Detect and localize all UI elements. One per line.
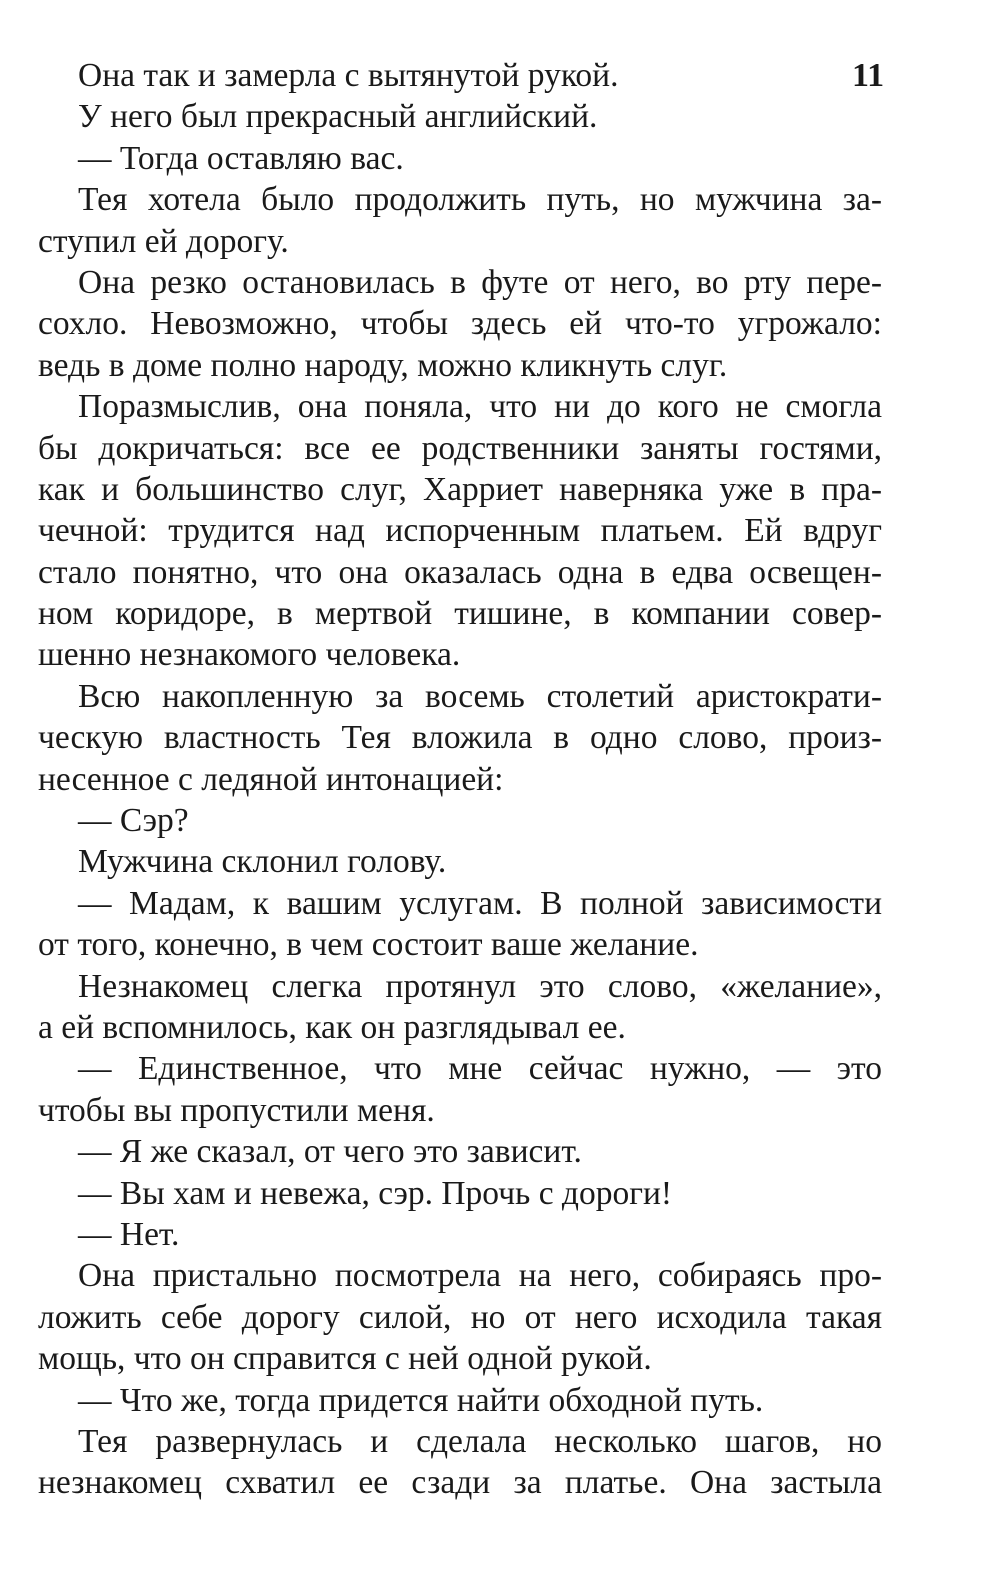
text-line: а ей вспомнилось, как он разглядывал ее. xyxy=(38,1008,626,1046)
text-line: мощь, что он справится с ней одной рукой. xyxy=(38,1340,652,1378)
text-line: ложить себе дорогу силой, но от него исходила такая xyxy=(38,1298,882,1336)
text-line: стало понятно, что она оказалась одна в едва освещен- xyxy=(38,553,882,591)
text-line: Мужчина склонил голову. xyxy=(78,843,447,881)
text-line: ведь в доме полно народу, можно кликнуть слуг. xyxy=(38,346,728,384)
text-line: Тея хотела было продолжить путь, но мужчина за- xyxy=(78,181,882,219)
text-line: — Сэр? xyxy=(78,802,189,840)
text-line: — Мадам, к вашим услугам. В полной зависимости xyxy=(78,884,882,922)
text-line: от того, конечно, в чем состоит ваше желание. xyxy=(38,926,699,964)
text-line: Она пристально посмотрела на него, собираясь про- xyxy=(78,1257,882,1295)
text-line: чтобы вы пропустили меня. xyxy=(38,1091,435,1129)
text-line: Она так и замерла с вытянутой рукой. xyxy=(78,57,619,94)
text-line: несенное с ледяной интонацией: xyxy=(38,760,504,798)
text-line: — Нет. xyxy=(78,1215,180,1253)
text-line: — Вы хам и невежа, сэр. Прочь с дороги! xyxy=(78,1174,673,1212)
text-line: Тея развернулась и сделала несколько шагов, но xyxy=(78,1422,882,1460)
text-line: ческую властность Тея вложила в одно слово, произ- xyxy=(38,719,882,757)
text-line: У него был прекрасный английский. xyxy=(78,98,598,136)
text-line: — Я же сказал, от чего это зависит. xyxy=(78,1133,582,1171)
text-line: бы докричаться: все ее родственники заняты гостями, xyxy=(38,429,882,467)
text-line: — Что же, тогда придется найти обходной путь. xyxy=(78,1381,764,1419)
text-line: Она резко остановилась в футе от него, во рту пере- xyxy=(78,263,882,301)
text-line: Поразмыслив, она поняла, что ни до кого не смогла xyxy=(78,388,882,426)
text-line: чечной: трудится над испорченным платьем. Ей вдруг xyxy=(38,512,882,550)
page-text xyxy=(38,55,885,1504)
text-line: как и большинство слуг, Харриет наверняка уже в пра- xyxy=(38,470,882,508)
text-line: — Единственное, что мне сейчас нужно, — это xyxy=(78,1050,882,1088)
text-line: незнакомец схватил ее сзади за платье. Она застыла xyxy=(38,1464,882,1502)
text-line: — Тогда оставляю вас. xyxy=(78,139,404,177)
page-number: 11 xyxy=(852,57,885,94)
text-line: Незнакомец слегка протянул это слово, «желание», xyxy=(78,967,882,1005)
text-line: сохло. Невозможно, чтобы здесь ей что-то угрожало: xyxy=(38,305,882,343)
text-line: Всю накопленную за восемь столетий аристократи- xyxy=(78,677,882,715)
text-line: ном коридоре, в мертвой тишине, в компании совер- xyxy=(38,595,882,633)
text-line: ступил ей дорогу. xyxy=(38,222,289,260)
text-line: шенно незнакомого человека. xyxy=(38,636,461,674)
